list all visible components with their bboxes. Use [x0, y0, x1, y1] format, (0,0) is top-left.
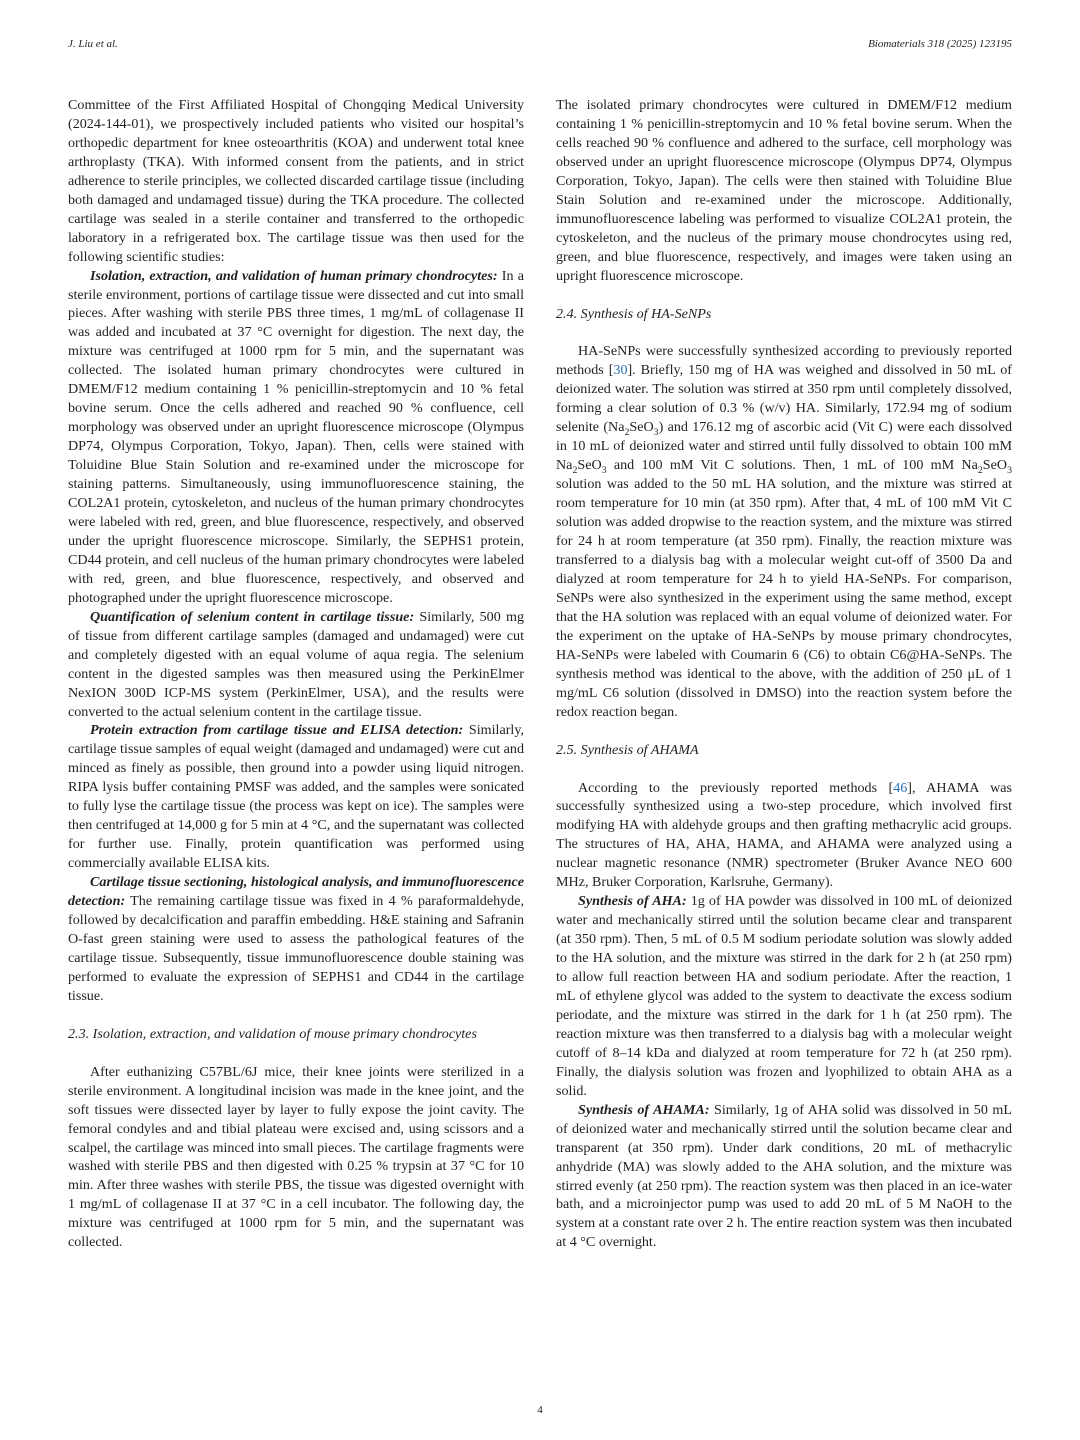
paragraph-ha-senps [556, 342, 1012, 721]
paragraph-synthesis-ahama [556, 1101, 1012, 1253]
paragraph-body: Similarly, cartilage tissue samples of equal weight (damaged and undamaged) were cut and minced as finely as possible, then ground into a powder using liquid nitrogen. RIPA lysis buffer containing PMSF was added, and the samples were sonicated to fully lyse the cartilage tissue (the process was kept on ice). The samples were then centrifuged at 14,000 g for 5 min at 4 °C, and the supernatant was collected for further use. Finally, protein quantification was performed using commercially available ELISA kits. [68, 722, 524, 872]
run-in-heading: Synthesis of AHA: [578, 893, 687, 910]
subscript: 2 [624, 427, 630, 439]
text-segment: SeO [629, 419, 654, 436]
paragraph-ahama [556, 779, 1012, 893]
left-column [68, 96, 524, 1252]
subscript: 2 [977, 465, 983, 477]
run-in-heading: Quantification of selenium content in cartilage tissue: [90, 608, 415, 625]
text-segment: solution was added to the 50 mL HA solution, and the mixture was stirred at room temperature for 10 min (at 350 rpm). After that, 4 mL of 100 mM Vit C solution was added dropwise to the reaction system, and the mixture was stirred for 24 h at room temperature (at 350 rpm). Finally, the reaction mixture was transferred to a dialysis bag with a molecular weight cut-off of 3500 Da and dialyzed at room temperature for 24 h to yield HA-SeNPs. For comparison, SeNPs were also synthesized in the experiment using the same method, except that the HA solution was replaced with an equal volume of deionized water. For the experiment on the uptake of HA-SeNPs by mouse primary chondrocytes, HA-SeNPs were labeled with Coumarin 6 (C6) to obtain C6@HA-SeNPs. The synthesis method was identical to the above, with the addition of 250 μL of 1 mg/mL C6 solution (dissolved in DMSO) into the reaction system before the redox reaction began. [556, 476, 1012, 720]
text-segment: ) and 176.12 mg of ascorbic acid (Vit C) were each dissolved in 10 mL of deionized water and stirred until fully dissolved to obtain 100 mM Na [556, 419, 1012, 474]
paragraph-human-chondrocytes [68, 267, 524, 608]
subscript: 2 [572, 465, 578, 477]
run-in-heading: Synthesis of AHAMA: [578, 1101, 710, 1118]
text-segment: ]. Briefly, 150 mg of HA was weighed and dissolved in 50 mL of deionized water. The solution was stirred at 350 rpm until completely dissolved, forming a clear solution of 0.3 % (w/v) HA. Similarly, 172.94 mg of sodium selenite (Na [556, 362, 1012, 436]
text-segment: HA-SeNPs were successfully synthesized according to previously reported methods [ [556, 343, 1012, 379]
right-column [556, 96, 1012, 1252]
subscript: 3 [601, 465, 607, 477]
subscript: 3 [1007, 465, 1012, 477]
paragraph-body: The remaining cartilage tissue was fixed in 4 % paraformaldehyde, followed by decalcification and paraffin embedding. H&E staining and Safranin O-fast green staining were used to assess the pathological features of the cartilage tissue. Subsequently, tissue immunofluorescence double staining was performed to evaluate the expression of SEPHS1 and CD44 in the cartilage tissue. [68, 893, 524, 1004]
running-head-authors: J. Liu et al. [68, 38, 118, 50]
text-segment: According to the previously reported methods [ [578, 779, 894, 796]
page-number: 4 [537, 1404, 543, 1416]
text-segment: SeO [577, 457, 602, 474]
running-head-journal: Biomaterials 318 (2025) 123195 [868, 38, 1012, 50]
section-heading-2-5: 2.5. Synthesis of AHAMA [556, 741, 699, 758]
paragraph-body: Similarly, 1g of AHA solid was dissolved in 50 mL of deionized water and mechanically stirred until the solution became clear and transparent (at 350 rpm). Under dark conditions, 20 mL of methacrylic anhydride (MA) was slowly added to the AHA solution, and the mixture was stirred evenly (at 250 rpm). The reaction system was then placed in an ice-water bath, and a microinjector pump was used to add 20 mL of 5 M NaOH to the system at a constant rate over 2 h. The entire reaction system was then incubated at 4 °C overnight. [556, 1101, 1012, 1251]
paragraph-histology [68, 873, 524, 1006]
subscript: 3 [653, 427, 659, 439]
text-segment: ], AHAMA was successfully synthesized using a two-step procedure, which involved first modifying HA with aldehyde groups and then grafting methacrylic acid groups. The structures of HA, AHA, HAMA, and AHAMA were analyzed using a nuclear magnetic resonance (NMR) spectrometer (Bruker Avance NEO 600 MHz, Bruker Corporation, Karlsruhe, Germany). [556, 779, 1012, 891]
paragraph-body: Similarly, 500 mg of tissue from different cartilage samples (damaged and undamaged) were cut and completely digested with an equal volume of aqua regia. The selenium content in the digested samples was then measured using the PerkinElmer NexION 300D ICP-MS system (PerkinElmer, USA), and the results were converted to the actual selenium content in the cartilage tissue. [68, 608, 524, 720]
run-in-heading: Cartilage tissue sectioning, histological analysis, and immunofluorescence detection: [68, 874, 524, 910]
text-segment: SeO [982, 457, 1008, 474]
paragraph-selenium [68, 608, 524, 722]
text-segment: and 100 mM Vit C solutions. Then, 1 mL of 100 mM Na [606, 457, 978, 474]
paragraph-ethics: Committee of the First Affiliated Hospital of Chongqing Medical University (2024-144-01), we prospectively included patients who visited our hospital’s orthopedic department for knee osteoarthritis (KOA) and underwent total knee arthroplasty (TKA). With informed consent from the patients, and in strict adherence to sterile principles, we collected discarded cartilage tissue (including both damaged and undamaged tissue) during the TKA procedure. The collected cartilage was sealed in a sterile container and transferred to the orthopedic laboratory in a refrigerated box. The cartilage tissue was then used for the following scientific studies: [68, 97, 524, 265]
paragraph-mouse-chondrocytes: After euthanizing C57BL/6J mice, their knee joints were sterilized in a sterile environment. A longitudinal incision was made in the knee joint, and the soft tissues were dissected layer by layer to fully expose the joint cavity. The femoral condyles and and tibial plateau were excised and, using scissors and a scalpel, the cartilage was minced into small pieces. The cartilage fragments were washed with sterile PBS and then digested with 0.25 % trypsin at 37 °C for 10 min. After three washes with sterile PBS, the tissue was digested overnight with 1 mg/mL of collagenase II at 37 °C in a cell incubator. The following day, the mixture was centrifuged at 1000 rpm for 5 min, and the supernatant was collected. [68, 1063, 524, 1251]
run-in-heading: Isolation, extraction, and validation of human primary chondrocytes: [90, 267, 498, 284]
citation-link[interactable]: 46 [893, 779, 908, 796]
paragraph-mouse-culture: The isolated primary chondrocytes were cultured in DMEM/F12 medium containing 1 % penicillin-streptomycin and 10 % fetal bovine serum. When the cells reached 90 % confluence and adhered to the surface, cell morphology was observed under an upright fluorescence microscope (Olympus DP74, Olympus Corporation, Tokyo, Japan). The cells were then stained with Toluidine Blue Stain Solution and re-examined under the microscope. Additionally, immunofluorescence labeling was performed to visualize COL2A1 protein, the cytoskeleton, and the nucleus of the primary mouse chondrocytes using red, green, and blue fluorescence, respectively, and images were taken using an upright fluorescence microscope. [556, 97, 1012, 284]
paragraph-synthesis-aha [556, 892, 1012, 1100]
section-heading-2-4: 2.4. Synthesis of HA-SeNPs [556, 305, 712, 322]
run-in-heading: Protein extraction from cartilage tissue and ELISA detection: [90, 722, 464, 739]
paragraph-body: In a sterile environment, portions of cartilage tissue were dissected and cut into small pieces. After washing with sterile PBS three times, 1 mg/mL of collagenase II was added and incubated at 37 °C overnight for digestion. The next day, the mixture was centrifuged at 1000 rpm for 5 min, and the supernatant was collected. The isolated human primary chondrocytes were cultured in DMEM/F12 medium containing 1 % penicillin-streptomycin and 10 % fetal bovine serum. Once the cells adhered and reached 90 % confluence, cell morphology was observed under an upright fluorescence microscope (Olympus DP74, Olympus Corporation, Tokyo, Japan). Then, cells were stained with Toluidine Blue Stain Solution and re-examined under the microscope for staining patterns. Simultaneously, using immunofluorescence staining, the COL2A1 protein, cytoskeleton, and nucleus of the human primary chondrocytes were labeled with red, green, and blue fluorescence, respectively, and observed under the upright fluorescence microscope. Similarly, the SEPHS1 protein, CD44 protein, and cell nucleus of the human primary chondrocytes were labeled with red, green, and blue fluorescence, respectively, and observed and photographed under the upright fluorescence microscope. [68, 267, 524, 606]
paragraph-elisa [68, 721, 524, 873]
paragraph-body: 1g of HA powder was dissolved in 100 mL of deionized water and mechanically stirred until the solution became clear and transparent (at 350 rpm). Then, 5 mL of 0.5 M sodium periodate solution was slowly added to the HA solution, and the mixture was stirred in the dark for 2 h (at 250 rpm) to allow full reaction between HA and sodium periodate. After the reaction, 1 mL of ethylene glycol was added to the system to deactivate the excess sodium periodate, and the mixture was stirred in the dark for 1 h (at 250 rpm). The reaction mixture was then transferred to a dialysis bag with a molecular weight cutoff of 8–14 kDa and dialyzed at room temperature for 72 h (at 250 rpm). Finally, the dialysis solution was frozen and lyophilized to obtain AHA as a solid. [556, 893, 1012, 1099]
section-heading-2-3: 2.3. Isolation, extraction, and validation of mouse primary chondrocytes [68, 1025, 477, 1042]
citation-link[interactable]: 30 [613, 362, 628, 379]
